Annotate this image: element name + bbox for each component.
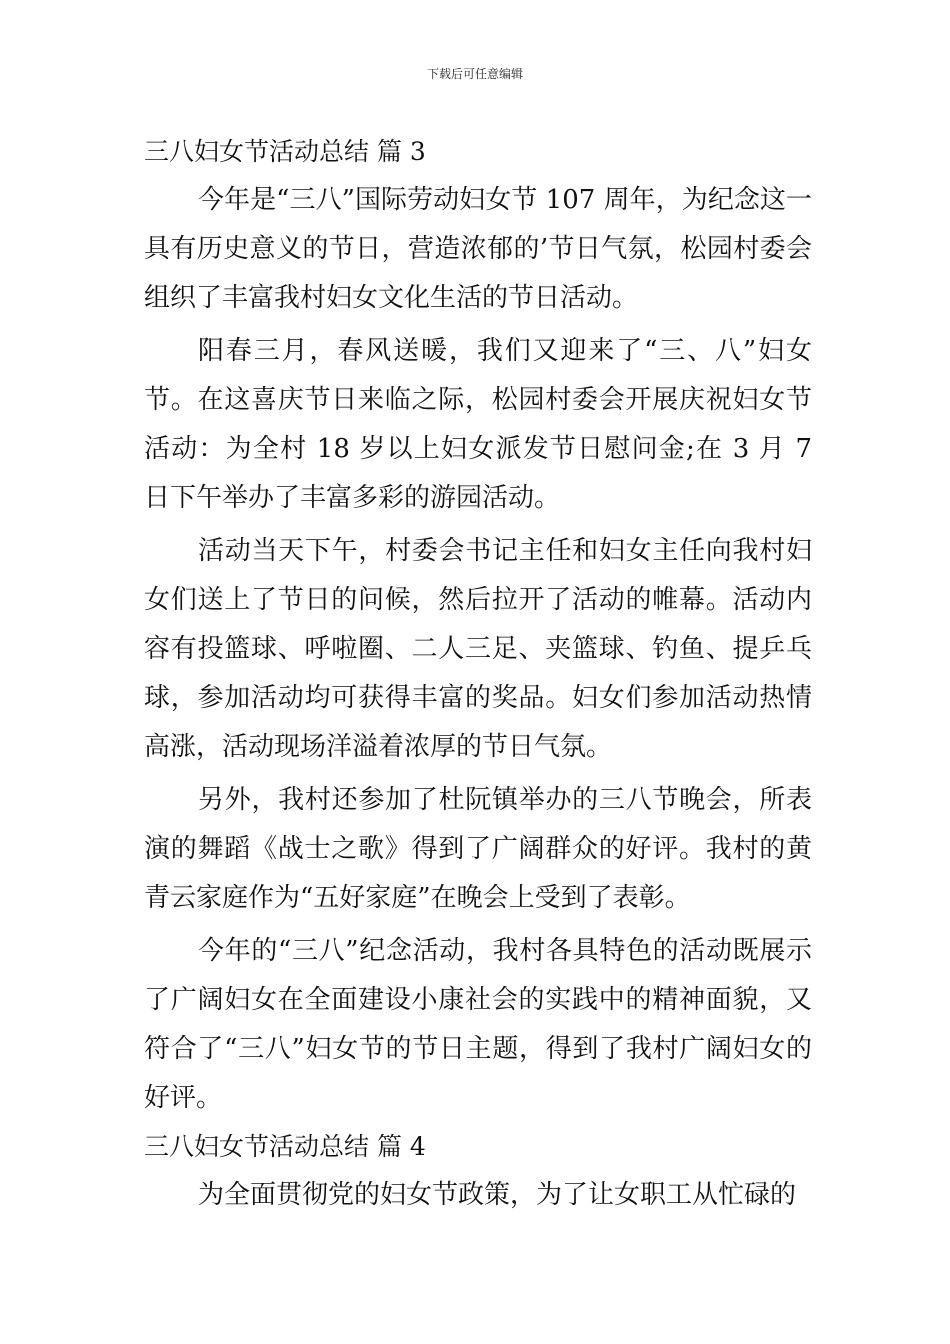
paragraph: 另外，我村还参加了杜阮镇举办的三八节晚会，所表演的舞蹈《战士之歌》得到了广阔群众的好评。我村的黄青云家庭作为“五好家庭”在晚会上受到了表彰。 <box>144 785 812 913</box>
document-body <box>144 128 812 1220</box>
paragraph: 为全面贯彻党的妇女节政策，为了让女职工从忙碌的 <box>198 1180 797 1210</box>
section-title-3: 三八妇女节活动总结 篇 3 <box>144 137 426 166</box>
header-note: 下载后可任意编辑 <box>426 67 523 81</box>
paragraph: 阳春三月，春风送暖，我们又迎来了“三、八”妇女节。在这喜庆节日来临之际，松园村委会开展庆祝妇女节活动：为全村 18 岁以上妇女派发节日慰问金;在 3 月 7 日下午举办了丰富多彩的游园活动。 <box>144 336 812 513</box>
paragraph: 今年是“三八”国际劳动妇女节 107 周年，为纪念这一具有历史意义的节日，营造浓郁的’节日气氛，松园村委会组织了丰富我村妇女文化生活的节日活动。 <box>144 185 812 313</box>
paragraph: 今年的“三八”纪念活动，我村各具特色的活动既展示了广阔妇女在全面建设小康社会的实践中的精神面貌，又符合了“三八”妇女节的节日主题，得到了我村广阔妇女的好评。 <box>144 936 812 1113</box>
paragraph: 活动当天下午，村委会书记主任和妇女主任向我村妇女们送上了节日的问候，然后拉开了活动的帷幕。活动内容有投篮球、呼啦圈、二人三足、夹篮球、钓鱼、提乒乓球，参加活动均可获得丰富的奖品。妇女们参加活动热情高涨，活动现场洋溢着浓厚的节日气氛。 <box>144 536 812 762</box>
section-title-4: 三八妇女节活动总结 篇 4 <box>144 1132 426 1161</box>
